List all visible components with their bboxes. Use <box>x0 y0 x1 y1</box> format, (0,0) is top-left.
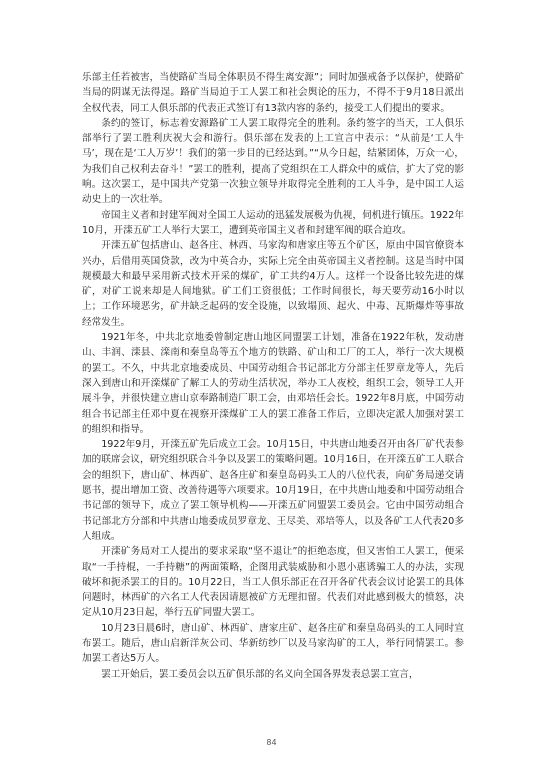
page-number: 84 <box>266 738 277 747</box>
paragraph: 10月23日晨6时，唐山矿、林西矿、唐家庄矿、赵各庄矿和秦皇岛码头的工人同时宣布罢工。随后，唐山启新洋灰公司、华新纺纱厂以及马家沟矿的工人，举行同情罢工。参加罢工者达5万人。 <box>82 622 464 665</box>
paragraph: 乐部主任若被害，当使路矿当局全体职员不得生离安源”；同时加强戒备予以保护，使路矿当局的阴谋无法得逞。路矿当局迫于工人罢工和社会舆论的压力，不得不于9月18日派出全权代表，同工人俱乐部的代表正式签订有13款内容的条约，接受工人们提出的要求。 <box>82 72 464 114</box>
paragraph: 开滦矿务局对工人提出的要求采取“坚不退让”的拒绝态度，但又害怕工人罢工，便采取“一手持棍，一手持糖”的两面策略，企图用武装威胁和小恩小惠诱骗工人的办法，实现破坏和扼杀罢工的目的。10月22日，当工人俱乐部正在召开各矿代表会议讨论罢工的具体问题时，林西矿的六名工人代表因请愿被矿方无理扣留。代表们对此感到极大的愤怒，决定从10月23日起，举行五矿同盟大罢工。 <box>82 546 464 619</box>
paragraph: 开滦五矿包括唐山、赵各庄、林西、马家沟和唐家庄等五个矿区，原由中国官僚资本兴办，后借用英国贷款，改为中英合办，实际上完全由英帝国主义者控制。这是当时中国规模最大和最早采用新式技术开采的煤矿，矿工共约4万人。这样一个设备比较先进的煤矿，对矿工说来却是人间地狱。矿工们工资很低；工作时间很长，每天要劳动16小时以上；工作环境恶劣，矿井缺乏起码的安全设施，以致塌顶、起火、中毒、瓦斯爆炸等事故经常发生。 <box>82 240 464 328</box>
paragraph: 1921年冬，中共北京地委曾制定唐山地区同盟罢工计划，准备在1922年秋，发动唐山、丰润、滦县、滦南和秦皇岛等五个地方的铁路、矿山和工厂的工人，举行一次大规模的罢工。不久，中共北京地委成员、中国劳动组合书记部北方分部主任罗章龙等人，先后深入到唐山和开滦煤矿了解工人的劳动生活状况，举办工人夜校，组织工会，领导工人开展斗争，并很快建立唐山京奉路制造厂职工会，由邓培任会长。1922年8月底，中国劳动组合书记部主任邓中夏在视察开滦煤矿工人的罢工准备工作后，立即决定派人加强对罢工的组织和指导。 <box>82 332 464 435</box>
paragraph: 帝国主义者和封建军阀对全国工人运动的迅猛发展极为仇视，伺机进行镇压。1922年10月，开滦五矿工人举行大罢工，遭到英帝国主义者和封建军阀的联合迫攻。 <box>82 209 464 236</box>
paragraph: 罢工开始后，罢工委员会以五矿俱乐部的名义向全国各界发表总罢工宣言， <box>101 668 419 680</box>
paragraph: 条约的签订，标志着安源路矿工人罢工取得完全的胜利。条约签字的当天，工人俱乐部举行了罢工胜利庆祝大会和游行。俱乐部在发表的上工宣言中表示：“从前是‘工人牛马’，现在是‘工人万岁’！我们的第一步目的已经达到。”“从今日起，结紧团体，万众一心，为我们自己权利去奋斗！”罢工的胜利，提高了党组织在工人群众中的威信，扩大了党的影响。这次罢工，是中国共产党第一次独立领导并取得完全胜利的工人斗争，是中国工人运动史上的一次壮举。 <box>82 117 464 206</box>
paragraph: 1922年9月，开滦五矿先后成立工会。10月15日，中共唐山地委召开由各厂矿代表参加的联席会议，研究组织联合斗争以及罢工的策略问题。10月16日，在开滦五矿工人联合会的组织下，唐山矿、林西矿、赵各庄矿和秦皇岛码头工人的八位代表，向矿务局递交请愿书，提出增加工资、改善待遇等六项要求。10月19日，在中共唐山地委和中国劳动组合书记部的领导下，成立了罢工领导机构——开滦五矿同盟罢工委员会。它由中国劳动组合书记部北方分部和中共唐山地委成员罗章龙、王尽美、邓培等人，以及各矿工人代表20多人组成。 <box>82 439 464 542</box>
body-text <box>82 70 464 682</box>
